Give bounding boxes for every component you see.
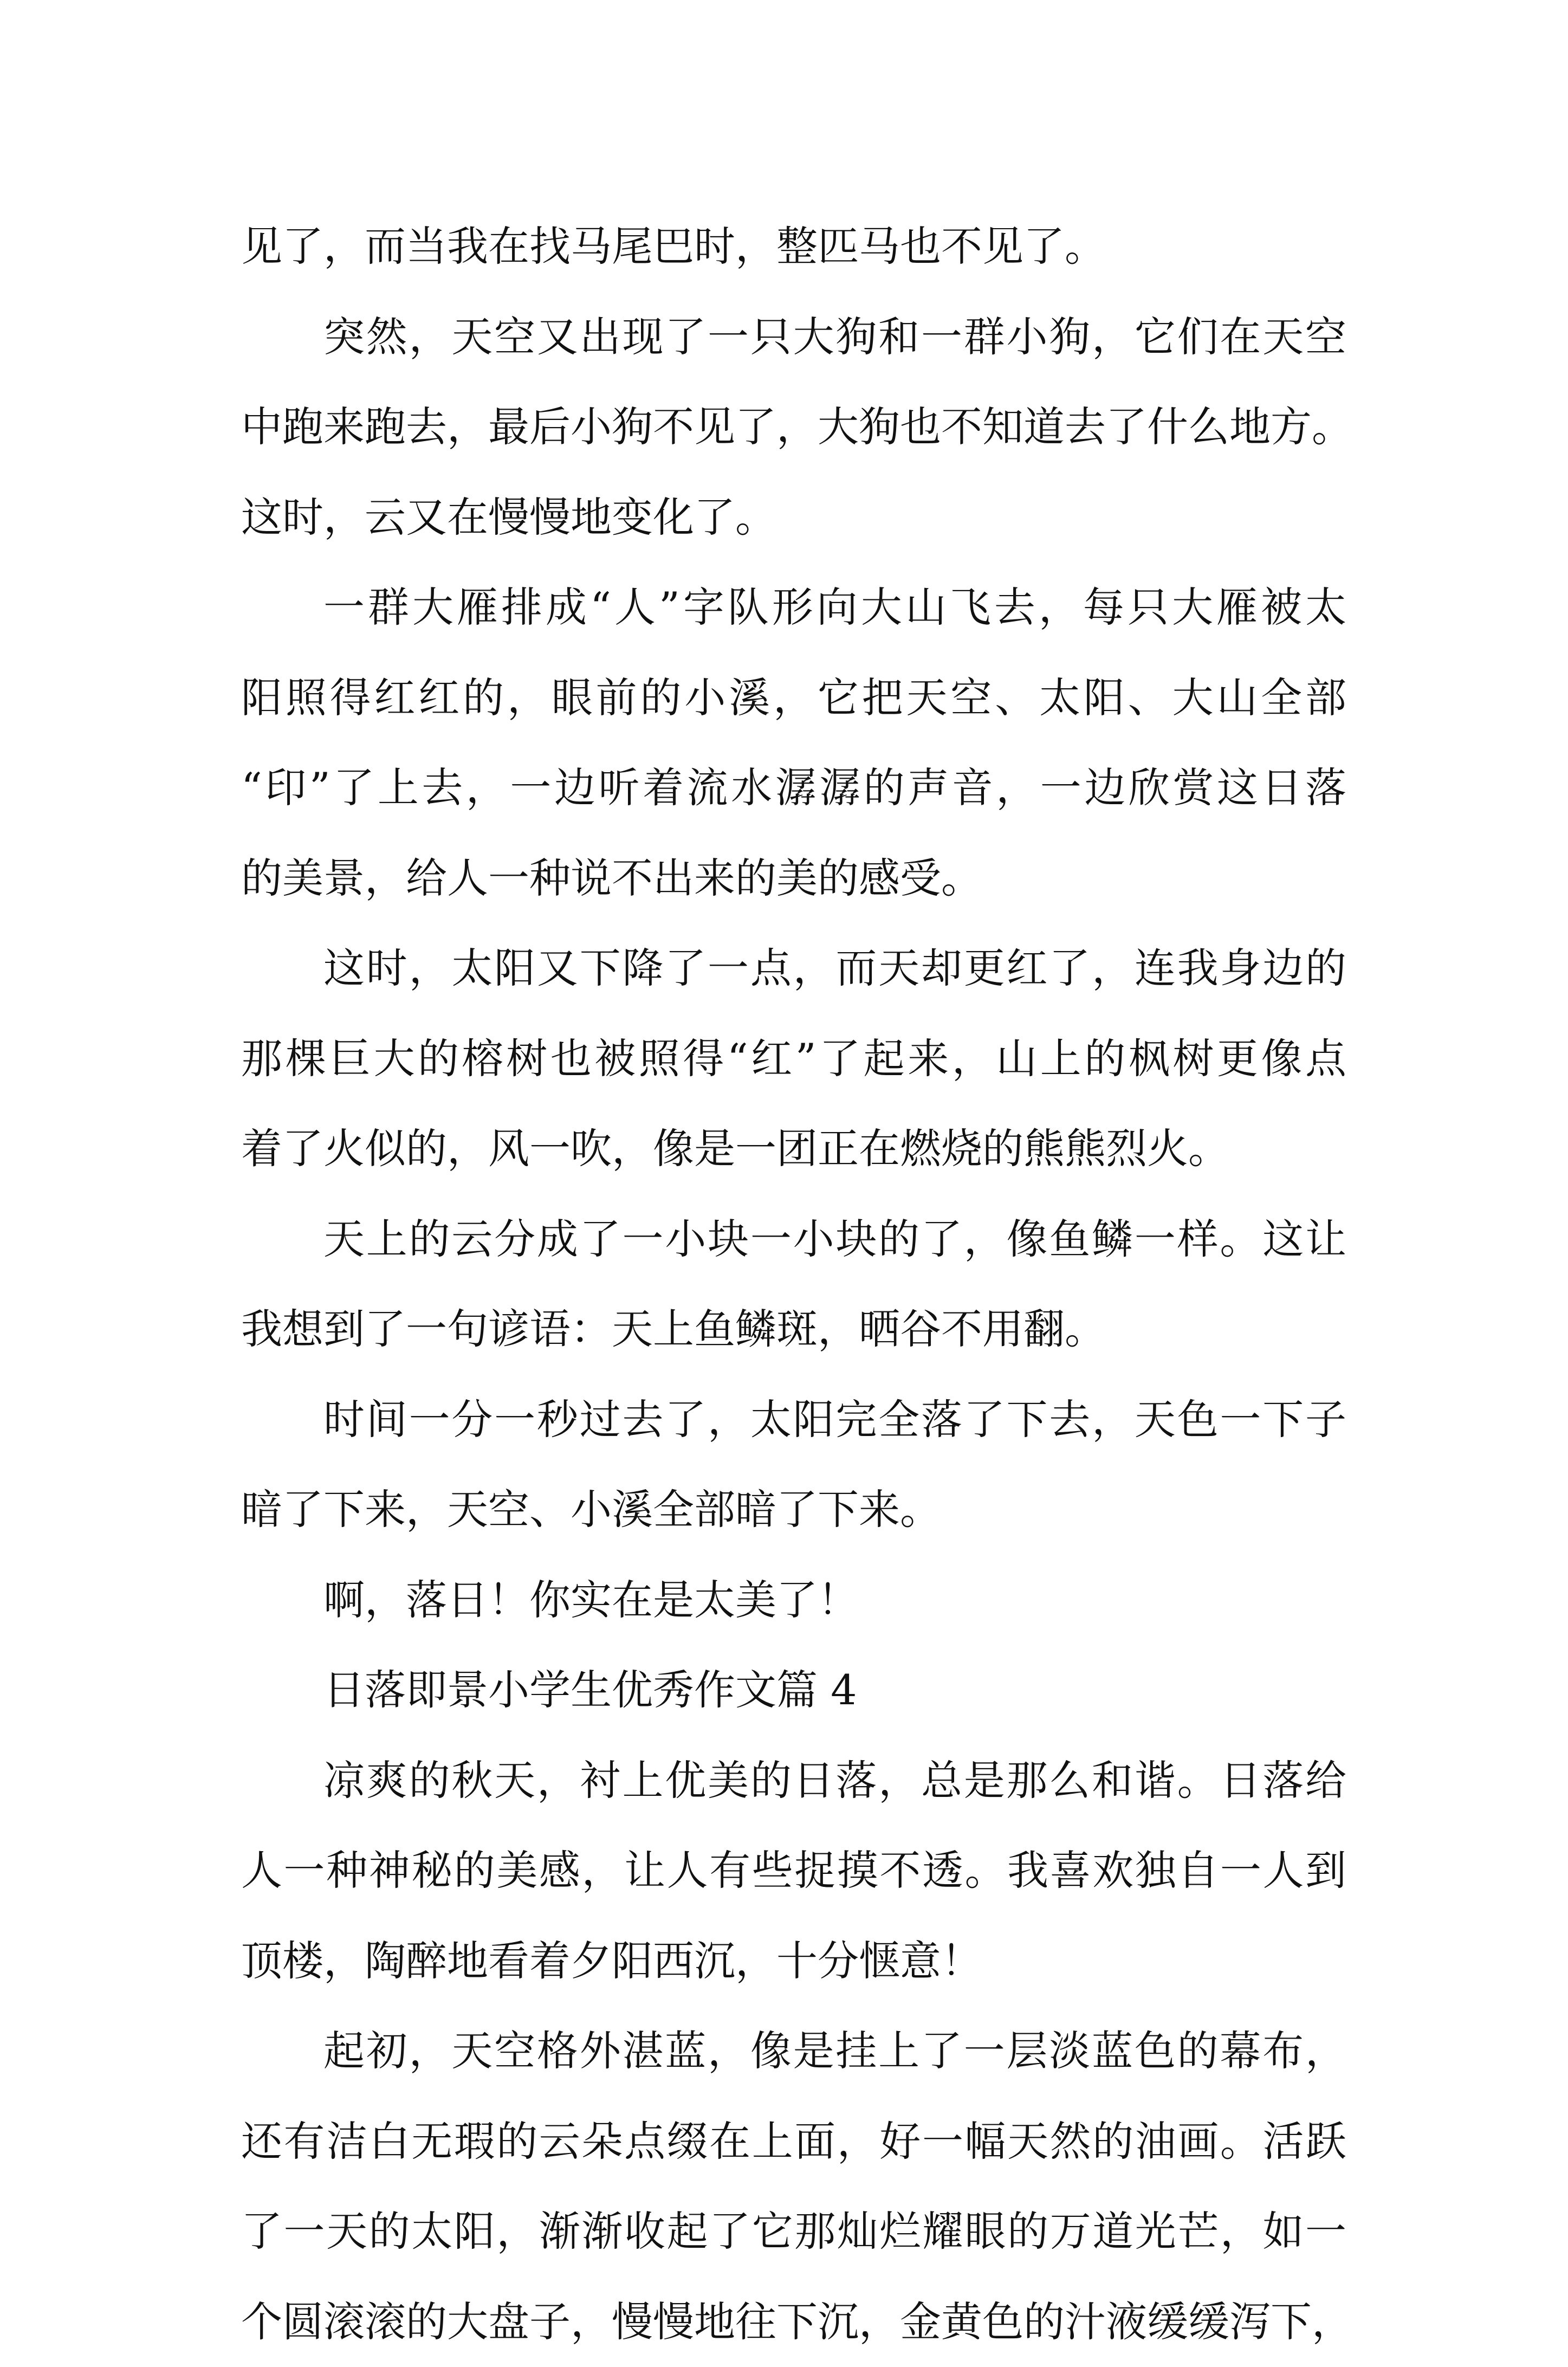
- text-line: 天上的云分成了一小块一小块的了，像鱼鳞一样。这让: [241, 1194, 1346, 1285]
- document-body: [241, 202, 1346, 2367]
- text-line: 这时，云又在慢慢地变化了。: [241, 473, 1346, 563]
- text-line: “印”了上去，一边听着流水潺潺的声音，一边欣赏这日落: [241, 743, 1346, 833]
- text-line: 暗了下来，天空、小溪全部暗了下来。: [241, 1465, 1346, 1555]
- text-line: 还有洁白无瑕的云朵点缀在上面，好一幅天然的油画。活跃: [241, 2097, 1346, 2187]
- text-line: 这时，太阳又下降了一点，而天却更红了，连我身边的: [241, 923, 1346, 1014]
- text-line: 凉爽的秋天，衬上优美的日落，总是那么和谐。日落给: [241, 1736, 1346, 1826]
- text-line: 顶楼，陶醉地看着夕阳西沉，十分惬意！: [241, 1916, 1346, 2007]
- text-line: 中跑来跑去，最后小狗不见了，大狗也不知道去了什么地方。: [241, 382, 1346, 473]
- text-line: 了一天的太阳，渐渐收起了它那灿烂耀眼的万道光芒，如一: [241, 2187, 1346, 2277]
- section-heading: 日落即景小学生优秀作文篇 4: [241, 1645, 1346, 1736]
- text-line: 的美景，给人一种说不出来的美的感受。: [241, 833, 1346, 924]
- text-line: 见了，而当我在找马尾巴时，整匹马也不见了。: [241, 202, 1346, 292]
- text-line: 突然，天空又出现了一只大狗和一群小狗，它们在天空: [241, 292, 1346, 383]
- text-line: 时间一分一秒过去了，太阳完全落了下去，天色一下子: [241, 1375, 1346, 1465]
- text-line: 起初，天空格外湛蓝，像是挂上了一层淡蓝色的幕布，: [241, 2006, 1346, 2097]
- text-line: 个圆滚滚的大盘子，慢慢地往下沉，金黄色的汁液缓缓泻下，: [241, 2277, 1346, 2367]
- text-line: 一群大雁排成“人”字队形向大山飞去，每只大雁被太: [241, 562, 1346, 653]
- text-line: 我想到了一句谚语：天上鱼鳞斑，晒谷不用翻。: [241, 1284, 1346, 1375]
- text-line: 人一种神秘的美感，让人有些捉摸不透。我喜欢独自一人到: [241, 1826, 1346, 1916]
- text-line: 那棵巨大的榕树也被照得“红”了起来，山上的枫树更像点: [241, 1014, 1346, 1104]
- text-line: 啊，落日！你实在是太美了！: [241, 1555, 1346, 1646]
- text-line: 阳照得红红的，眼前的小溪，它把天空、太阳、大山全部: [241, 653, 1346, 743]
- text-line: 着了火似的，风一吹，像是一团正在燃烧的熊熊烈火。: [241, 1104, 1346, 1194]
